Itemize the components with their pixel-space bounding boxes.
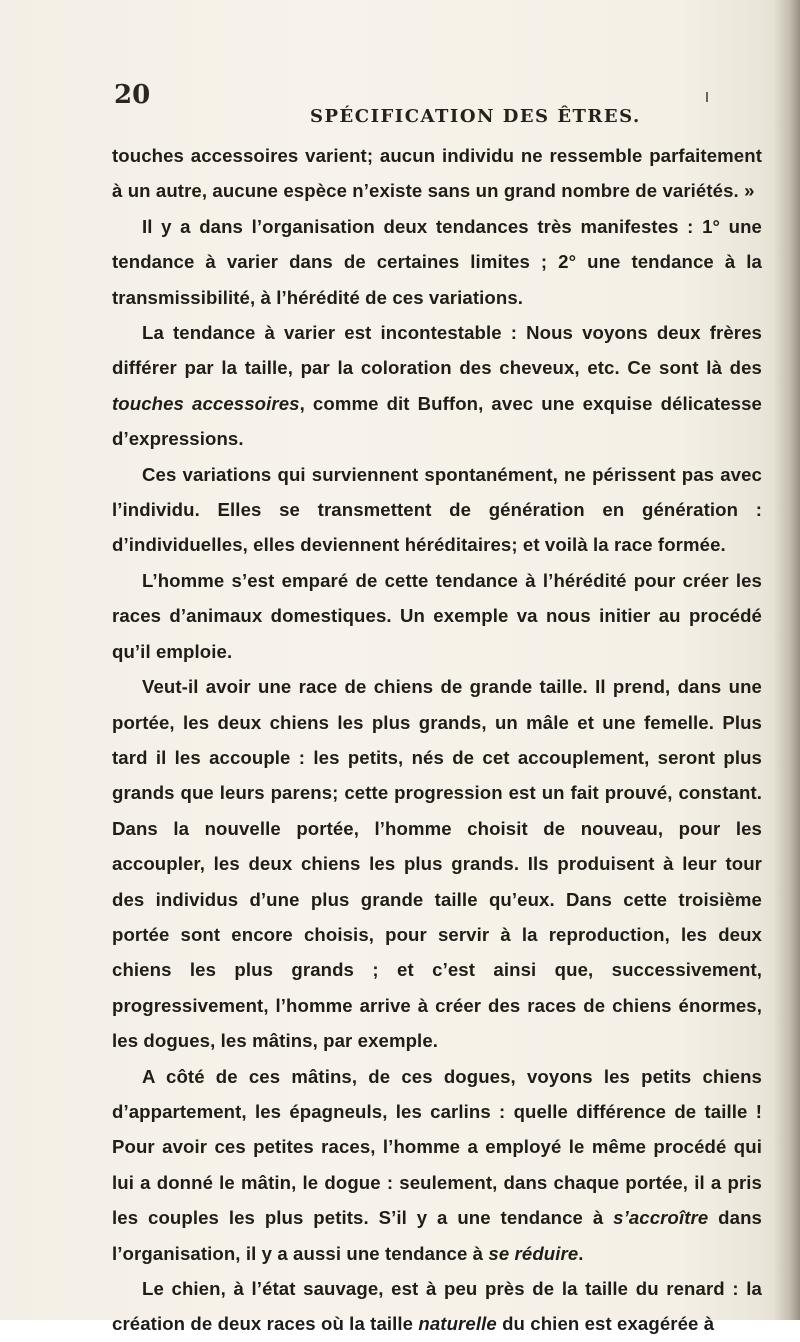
italic-phrase: s’accroître: [613, 1207, 709, 1229]
italic-phrase: se réduire: [488, 1242, 579, 1264]
paragraph: Veut-il avoir une race de chiens de grande taille. Il prend, dans une portée, les deux chiens les plus grands, un mâle et une femelle. Plus tard il les accouple : les petits, nés de cet accouplement, seront plus grands que leurs parens; cette progression est un fait prouvé, constant. Dans la nouvelle portée, l’homme choisit de nouveau, pour les accoupler, les deux chiens les plus grands. Ils produisent à leur tour des individus d’une plus grande taille qu’eux. Dans cette troisième portée sont encore choisis, pour servir à la reproduction, les deux chiens les plus grands ; et c’est ainsi que, successivement, progressivement, l’homme arrive à créer des races de chiens énormes, les dogues, les mâtins, par exemple.: [112, 676, 762, 1052]
paragraph: Le chien, à l’état sauvage, est à peu près de la taille du renard : la création de deux races où la taille naturelle du chien est exagérée à: [112, 1278, 762, 1335]
page-number: 20: [114, 80, 151, 110]
paragraph: La tendance à varier est incontestable : Nous voyons deux frères différer par la taille, par la coloration des cheveux, etc. Ce sont là des touches accessoires, comme dit Buffon, avec une exquise délicatesse d’expressions.: [112, 322, 762, 450]
paragraph: L’homme s’est emparé de cette tendance à l’hérédité pour créer les races d’animaux domestiques. Un exemple va nous initier au procédé qu’il emploie.: [112, 569, 762, 662]
paragraph: Il y a dans l’organisation deux tendances très manifestes : 1° une tendance à varier dans de certaines limites ; 2° une tendance à la transmissibilité, à l’hérédité de ces variations.: [112, 215, 762, 308]
body-text: [112, 138, 762, 1342]
page-header: [96, 78, 756, 127]
page-edge-shadow: [774, 0, 800, 1320]
running-head: SPÉCIFICATION DES ÊTRES.: [310, 106, 641, 127]
paragraph: Ces variations qui surviennent spontanément, ne périssent pas avec l’individu. Elles se transmettent de génération en génération : d’individuelles, elles deviennent héréditaires; et voilà la race formée.: [112, 463, 762, 556]
italic-phrase: touches accessoires: [112, 392, 300, 414]
paragraph: A côté de ces mâtins, de ces dogues, voyons les petits chiens d’appartement, les épagneuls, les carlins : quelle différence de taille ! Pour avoir ces petites races, l’homme a employé le même procédé qui lui a donné le mâtin, le dogue : seulement, dans chaque portée, il a pris les couples les plus petits. S’il y a une tendance à s’accroître dans l’organisation, il y a aussi une tendance à se réduire.: [112, 1065, 762, 1264]
paragraph: touches accessoires varient; aucun individu ne ressemble parfaitement à un autre, aucune espèce n’existe sans un grand nombre de variétés. »: [112, 145, 762, 202]
print-mark: [706, 92, 708, 102]
italic-phrase: naturelle: [418, 1313, 497, 1335]
